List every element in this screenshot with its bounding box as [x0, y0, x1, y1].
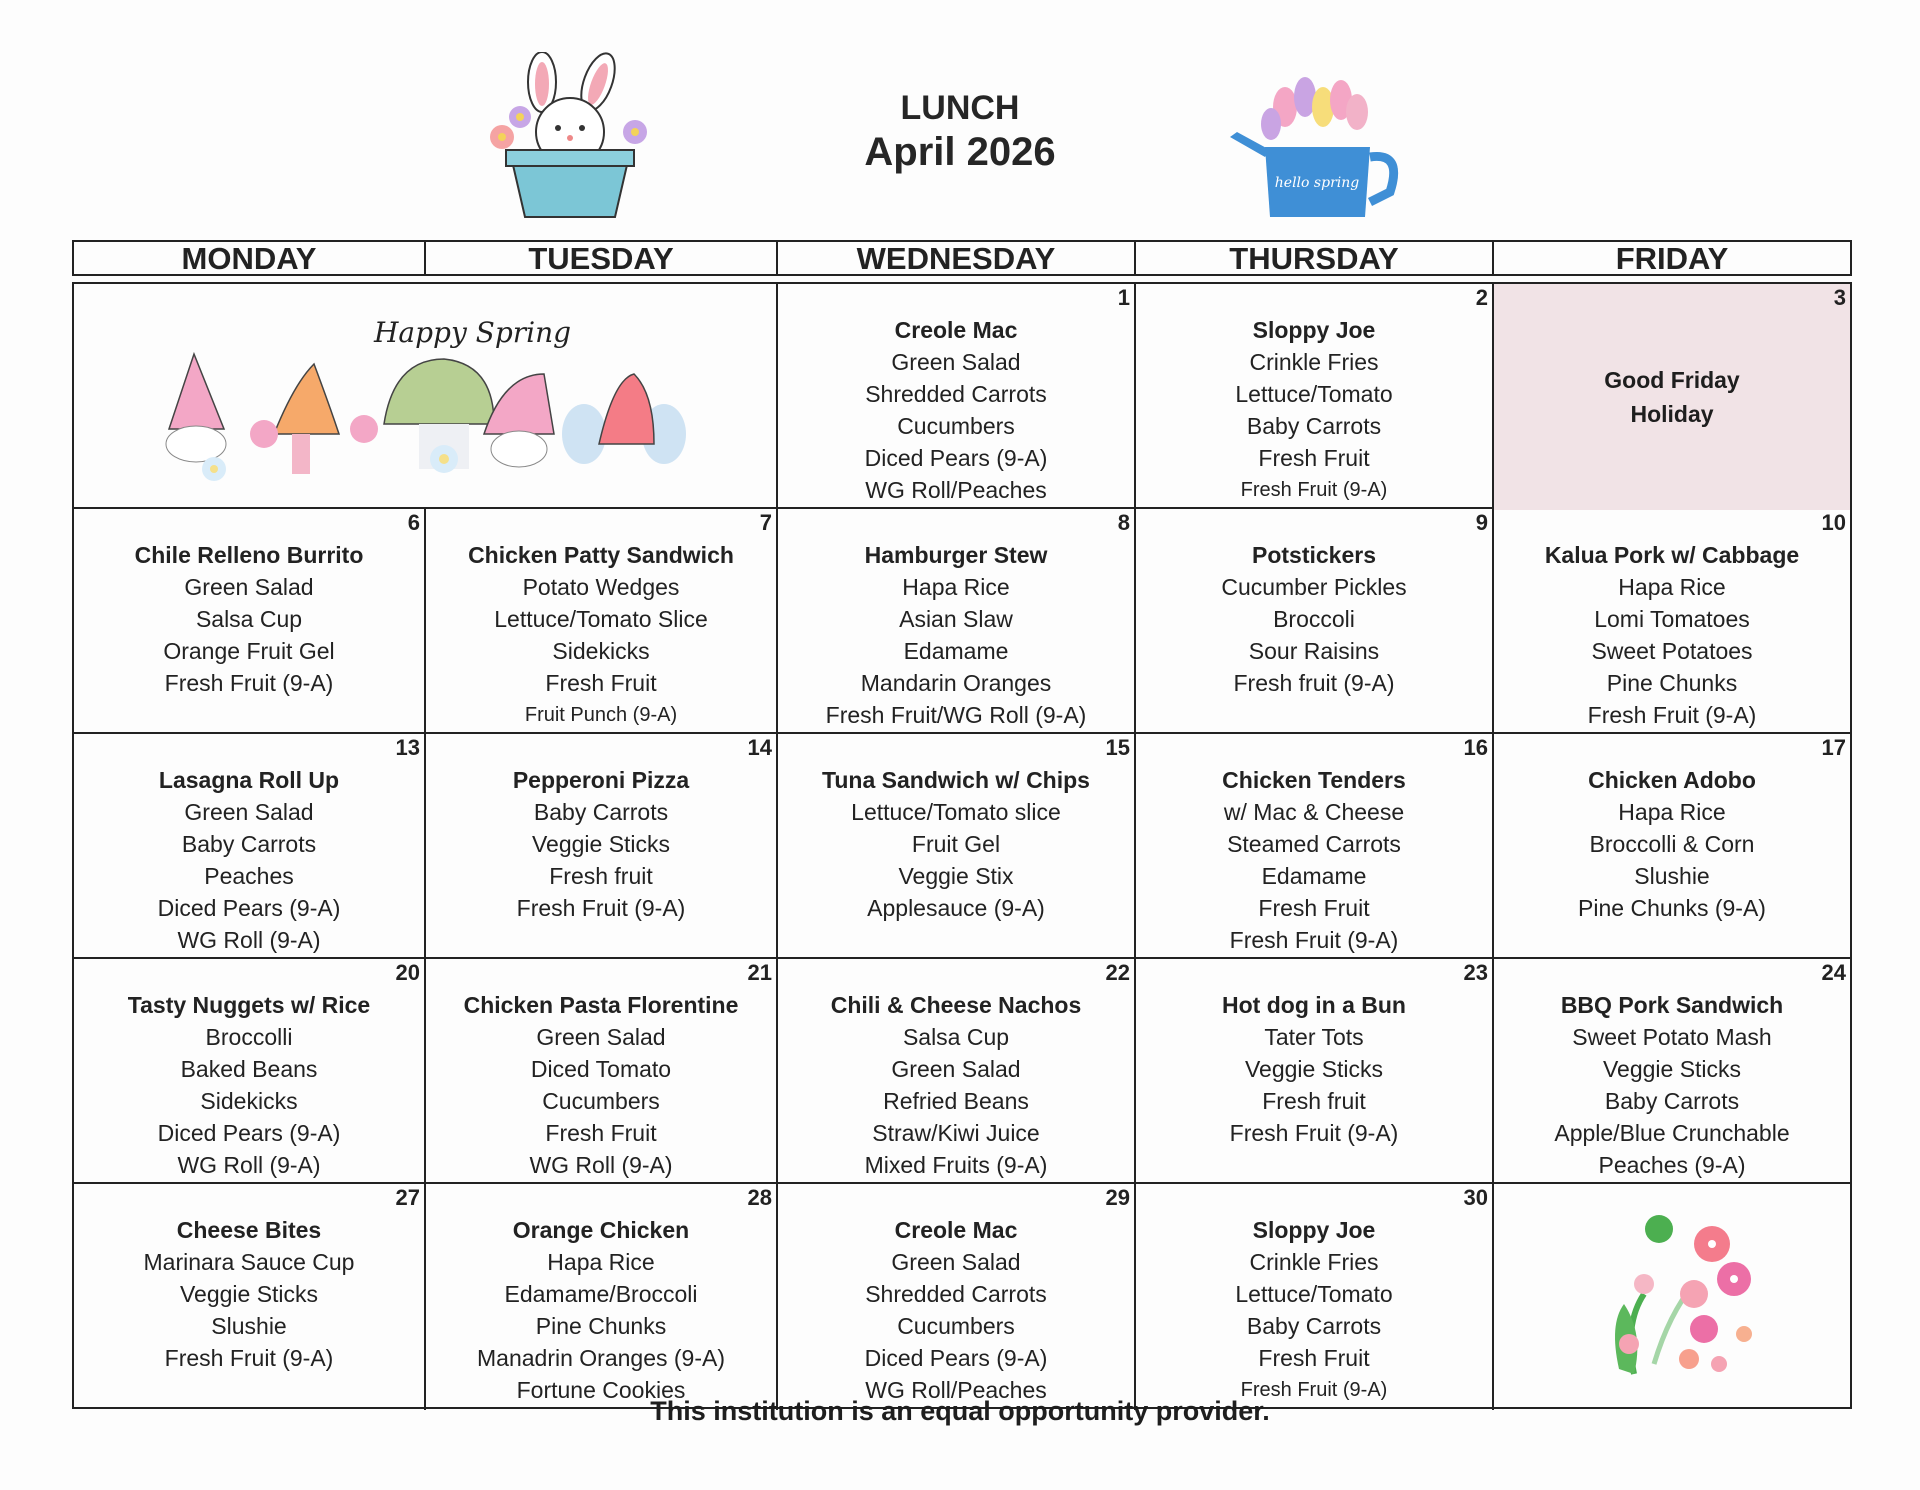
weekday-monday: MONDAY — [74, 242, 426, 276]
day-cell — [1136, 509, 1494, 732]
side-item: Lomi Tomatoes — [1594, 606, 1750, 632]
day-cell — [1494, 509, 1850, 732]
day-cell — [1494, 734, 1850, 957]
side-item: Hapa Rice — [902, 574, 1010, 600]
side-item: Fresh fruit — [549, 863, 653, 889]
date-number: 17 — [1821, 735, 1846, 760]
entree: Creole Mac — [894, 1217, 1018, 1243]
side-item: Shredded Carrots — [865, 381, 1047, 407]
side-item: Mixed Fruits (9-A) — [864, 1152, 1048, 1178]
side-item: Crinkle Fries — [1249, 349, 1379, 375]
side-item: Lettuce/Tomato — [1235, 381, 1393, 407]
side-item: WG Roll (9-A) — [529, 1152, 673, 1178]
side-item: Veggie Sticks — [1244, 1056, 1384, 1082]
date-number: 30 — [1463, 1185, 1488, 1210]
entree: Orange Chicken — [512, 1217, 690, 1243]
week-row — [74, 734, 1850, 959]
day-cell — [426, 509, 778, 732]
side-item: Fresh Fruit (9-A) — [1587, 702, 1757, 728]
side-item: Cucumbers — [897, 413, 1015, 439]
side-item: Edamame — [903, 638, 1009, 664]
side-item: Fresh Fruit (9-A) — [516, 895, 686, 921]
side-item: Fresh Fruit (9-A) — [1240, 479, 1388, 501]
side-item: Fresh Fruit — [1258, 1345, 1370, 1371]
weeks-grid — [72, 282, 1852, 1409]
side-item: Marinara Sauce Cup — [143, 1249, 355, 1275]
side-item: Broccoli — [1273, 606, 1355, 632]
holiday-cell — [1494, 284, 1850, 510]
entree: Chili & Cheese Nachos — [830, 992, 1082, 1018]
side-item: Baked Beans — [180, 1056, 318, 1082]
day-cell — [74, 959, 426, 1182]
side-item: Mandarin Oranges — [860, 670, 1052, 696]
entree: Kalua Pork w/ Cabbage — [1544, 542, 1800, 568]
weekday-header-row — [72, 240, 1852, 276]
side-item: Baby Carrots — [1246, 413, 1382, 439]
week-row — [74, 284, 1850, 509]
side-item: Asian Slaw — [899, 606, 1013, 632]
date-number: 15 — [1105, 735, 1130, 760]
side-item: Fresh Fruit (9-A) — [164, 670, 334, 696]
entree: Pepperoni Pizza — [512, 767, 690, 793]
side-item: Green Salad — [891, 1056, 1021, 1082]
menu-month: April 2026 — [864, 130, 1056, 174]
side-item: Applesauce (9-A) — [867, 895, 1045, 921]
side-item: WG Roll (9-A) — [177, 927, 321, 953]
day-cell — [74, 1184, 426, 1410]
side-item: Sour Raisins — [1248, 638, 1380, 664]
menu-header — [0, 0, 1920, 230]
entree: Tasty Nuggets w/ Rice — [127, 992, 371, 1018]
week-row — [74, 959, 1850, 1184]
date-number: 28 — [747, 1185, 772, 1210]
side-item: Fresh Fruit (9-A) — [1240, 1379, 1388, 1401]
weekday-tuesday: TUESDAY — [426, 242, 778, 276]
lunch-calendar — [72, 240, 1852, 1409]
entree: Chicken Tenders — [1222, 767, 1406, 793]
footer-statement: This institution is an equal opportunity provider. — [650, 1396, 1270, 1426]
date-number: 20 — [395, 960, 420, 985]
side-item: Fresh Fruit/WG Roll (9-A) — [825, 702, 1087, 728]
flower-bouquet-icon — [1494, 1184, 1850, 1405]
side-item: Pine Chunks — [535, 1313, 667, 1339]
entree: Hamburger Stew — [864, 542, 1048, 568]
date-number: 13 — [395, 735, 420, 760]
week-row — [74, 509, 1850, 734]
day-cell — [1494, 959, 1850, 1182]
side-item: Lettuce/Tomato — [1235, 1281, 1393, 1307]
side-item: Straw/Kiwi Juice — [872, 1120, 1040, 1146]
side-item: Green Salad — [184, 574, 314, 600]
side-item: Broccolli — [205, 1024, 293, 1050]
side-item: Fresh Fruit — [1258, 445, 1370, 471]
side-item: Fortune Cookies — [516, 1377, 686, 1403]
side-item: Pine Chunks — [1606, 670, 1738, 696]
side-item: Fruit Punch (9-A) — [524, 704, 678, 726]
side-item: Fruit Gel — [911, 831, 1001, 857]
side-item: Sweet Potato Mash — [1572, 1024, 1772, 1050]
side-item: Tater Tots — [1264, 1024, 1364, 1050]
side-item: Green Salad — [891, 349, 1021, 375]
side-item: Fresh Fruit (9-A) — [164, 1345, 334, 1371]
side-item: w/ Mac & Cheese — [1223, 799, 1405, 825]
day-cell — [1136, 284, 1494, 510]
entree: Chicken Patty Sandwich — [468, 542, 734, 568]
side-item: Sidekicks — [552, 638, 650, 664]
date-number: 14 — [747, 735, 772, 760]
side-item: Green Salad — [184, 799, 314, 825]
entree: Lasagna Roll Up — [158, 767, 340, 793]
day-cell — [778, 959, 1136, 1182]
side-item: Salsa Cup — [195, 606, 303, 632]
side-item: Diced Pears (9-A) — [864, 1345, 1048, 1371]
side-item: Slushie — [1634, 863, 1710, 889]
date-number: 2 — [1475, 285, 1488, 310]
side-item: Fresh Fruit (9-A) — [1229, 927, 1399, 953]
day-cell — [426, 1184, 778, 1410]
side-item: Veggie Sticks — [179, 1281, 319, 1307]
side-item: Manadrin Oranges (9-A) — [477, 1345, 725, 1371]
side-item: Diced Pears (9-A) — [157, 895, 341, 921]
date-number: 24 — [1821, 960, 1846, 985]
side-item: Baby Carrots — [181, 831, 317, 857]
date-number: 10 — [1821, 510, 1846, 535]
day-cell — [778, 1184, 1136, 1410]
side-item: Hapa Rice — [1618, 574, 1726, 600]
side-item: Cucumber Pickles — [1221, 574, 1407, 600]
entree: BBQ Pork Sandwich — [1560, 992, 1784, 1018]
date-number: 21 — [747, 960, 772, 985]
side-item: Fresh fruit (9-A) — [1233, 670, 1395, 696]
date-number: 22 — [1105, 960, 1130, 985]
day-cell — [1136, 1184, 1494, 1410]
day-cell — [778, 734, 1136, 957]
side-item: Veggie Sticks — [531, 831, 671, 857]
weekday-wednesday: WEDNESDAY — [778, 242, 1136, 276]
side-item: Peaches (9-A) — [1598, 1152, 1746, 1178]
side-item: Salsa Cup — [902, 1024, 1010, 1050]
side-item: Cucumbers — [897, 1313, 1015, 1339]
side-item: Peaches — [204, 863, 294, 889]
date-number: 8 — [1117, 510, 1130, 535]
holiday-label: Good Friday — [1604, 367, 1740, 393]
spring-gnomes-icon — [74, 284, 778, 505]
date-number: 9 — [1475, 510, 1488, 535]
day-cell — [74, 734, 426, 957]
entree: Tuna Sandwich w/ Chips — [822, 767, 1090, 793]
week-row — [74, 1184, 1850, 1409]
date-number: 29 — [1105, 1185, 1130, 1210]
side-item: Potato Wedges — [522, 574, 680, 600]
side-item: Slushie — [211, 1313, 287, 1339]
side-item: Fresh Fruit — [545, 670, 657, 696]
side-item: Steamed Carrots — [1227, 831, 1401, 857]
side-item: Baby Carrots — [1246, 1313, 1382, 1339]
svg-text:hello spring: hello spring — [1274, 175, 1360, 191]
flower-art-cell — [1494, 1184, 1850, 1410]
weekday-thursday: THURSDAY — [1136, 242, 1494, 276]
side-item: Fresh Fruit — [1258, 895, 1370, 921]
date-number: 23 — [1463, 960, 1488, 985]
side-item: Fresh Fruit (9-A) — [1229, 1120, 1399, 1146]
date-number: 1 — [1117, 285, 1130, 310]
entree: Chicken Pasta Florentine — [463, 992, 739, 1018]
bunny-flowerpot-icon — [480, 52, 720, 222]
date-number: 6 — [407, 510, 420, 535]
side-item: Hapa Rice — [547, 1249, 655, 1275]
side-item: Lettuce/Tomato slice — [851, 799, 1061, 825]
side-item: Pine Chunks (9-A) — [1578, 895, 1766, 921]
side-item: Broccolli & Corn — [1589, 831, 1755, 857]
side-item: Hapa Rice — [1618, 799, 1726, 825]
menu-title: LUNCH — [900, 89, 1020, 127]
day-cell — [778, 509, 1136, 732]
side-item: Fresh fruit — [1262, 1088, 1366, 1114]
side-item: Edamame/Broccoli — [504, 1281, 698, 1307]
date-number: 7 — [759, 510, 772, 535]
side-item: WG Roll/Peaches — [865, 477, 1047, 503]
day-cell — [1136, 734, 1494, 957]
happy-spring-art — [74, 284, 778, 510]
entree: Chile Relleno Burrito — [134, 542, 364, 568]
side-item: Green Salad — [891, 1249, 1021, 1275]
day-cell — [778, 284, 1136, 510]
side-item: Veggie Sticks — [1602, 1056, 1742, 1082]
side-item: Fresh Fruit — [545, 1120, 657, 1146]
side-item: WG Roll (9-A) — [177, 1152, 321, 1178]
side-item: Shredded Carrots — [865, 1281, 1047, 1307]
side-item: Diced Tomato — [530, 1056, 672, 1082]
entree: Cheese Bites — [176, 1217, 322, 1243]
side-item: Cucumbers — [542, 1088, 660, 1114]
side-item: Diced Pears (9-A) — [157, 1120, 341, 1146]
entree: Sloppy Joe — [1252, 317, 1376, 343]
entree: Creole Mac — [894, 317, 1018, 343]
side-item: Apple/Blue Crunchable — [1554, 1120, 1790, 1146]
day-cell — [426, 734, 778, 957]
side-item: Orange Fruit Gel — [163, 638, 335, 664]
side-item: Sweet Potatoes — [1591, 638, 1753, 664]
side-item: Refried Beans — [883, 1088, 1029, 1114]
date-number: 16 — [1463, 735, 1488, 760]
date-number: 3 — [1833, 285, 1846, 310]
date-number: 27 — [395, 1185, 420, 1210]
entree: Potstickers — [1251, 542, 1376, 568]
entree: Hot dog in a Bun — [1222, 992, 1406, 1018]
weekday-friday: FRIDAY — [1615, 241, 1729, 276]
day-cell — [74, 509, 426, 732]
entree: Sloppy Joe — [1252, 1217, 1376, 1243]
holiday-label: Holiday — [1630, 401, 1714, 427]
svg-text:Happy Spring: Happy Spring — [374, 316, 572, 349]
title-block — [810, 88, 1110, 176]
side-item: Diced Pears (9-A) — [864, 445, 1048, 471]
side-item: Veggie Stix — [898, 863, 1014, 889]
watering-can-tulips-icon — [1225, 52, 1405, 222]
day-cell — [426, 959, 778, 1182]
entree: Chicken Adobo — [1588, 767, 1756, 793]
side-item: Sidekicks — [200, 1088, 298, 1114]
side-item: WG Roll/Peaches — [865, 1377, 1047, 1403]
side-item: Lettuce/Tomato Slice — [494, 606, 708, 632]
side-item: Crinkle Fries — [1249, 1249, 1379, 1275]
side-item: Baby Carrots — [1604, 1088, 1740, 1114]
side-item: Edamame — [1261, 863, 1367, 889]
side-item: Baby Carrots — [533, 799, 669, 825]
day-cell — [1136, 959, 1494, 1182]
side-item: Green Salad — [536, 1024, 666, 1050]
